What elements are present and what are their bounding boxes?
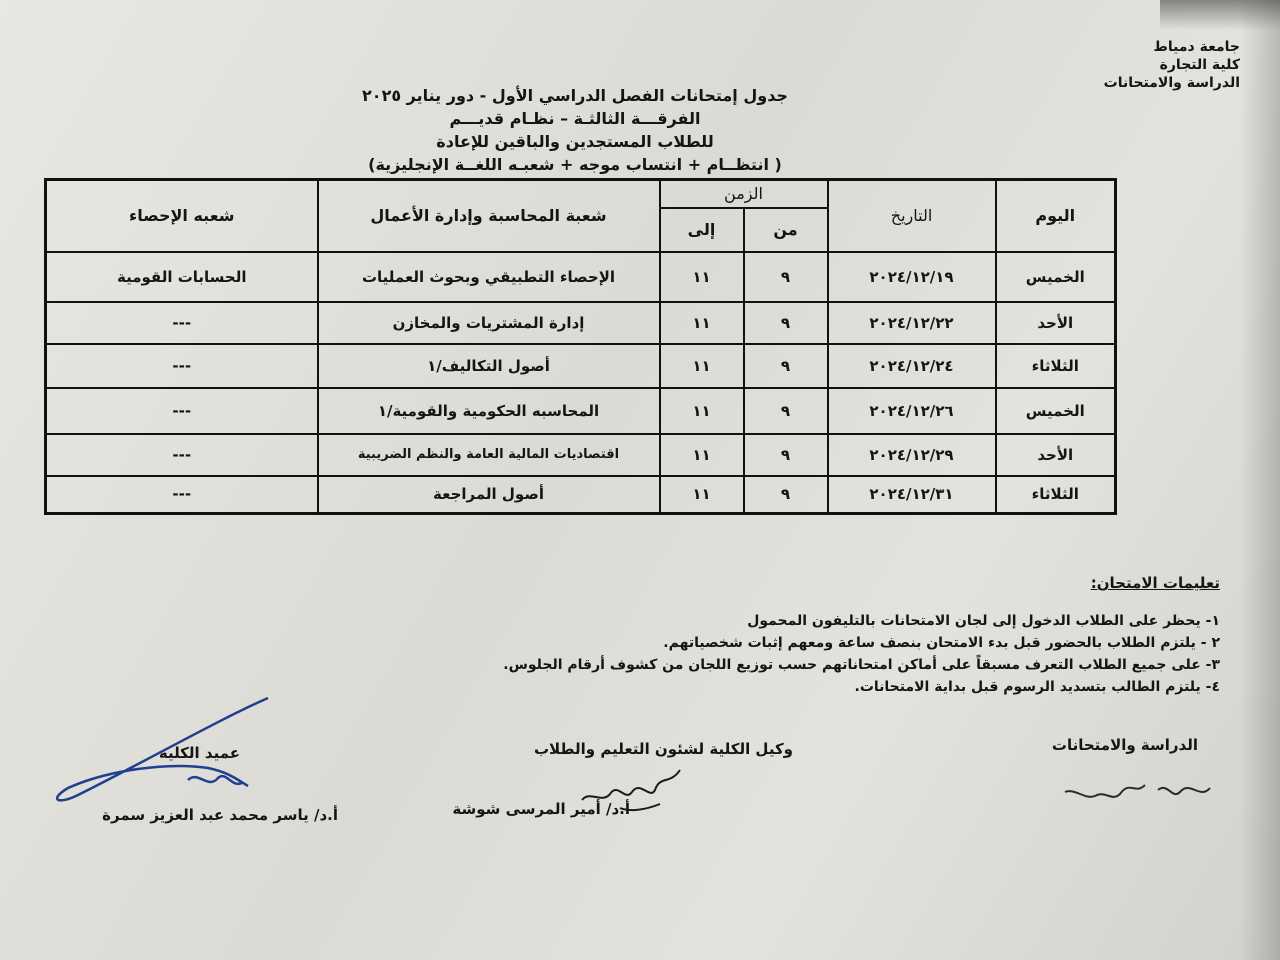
cell-from: ٩ xyxy=(744,252,828,302)
cell-to: ١١ xyxy=(660,388,744,434)
faculty-name: كلية التجارة xyxy=(1159,57,1240,73)
dean-signature xyxy=(38,690,298,820)
cell-statistics: --- xyxy=(46,388,318,434)
exams-dept-signature xyxy=(1050,770,1220,810)
cell-day: الأحد xyxy=(996,302,1116,344)
cell-from: ٩ xyxy=(744,434,828,476)
header-date: التاريخ xyxy=(828,180,996,252)
table-row xyxy=(46,344,1116,388)
instruction-item: ٢ - يلتزم الطلاب بالحضور قبل بدء الامتحان بنصف ساعة ومعهم إثبات شخصياتهم. xyxy=(663,635,1220,651)
department-name: الدراسة والامتحانات xyxy=(1103,75,1240,91)
header-statistics: شعبه الإحصاء xyxy=(46,180,318,252)
cell-accounting: المحاسبه الحكومية والقومية/١ xyxy=(318,388,660,434)
title-line-1: جدول إمتحانات الفصل الدراسي الأول - دور يناير ٢٠٢٥ xyxy=(362,86,788,105)
cell-statistics: --- xyxy=(46,344,318,388)
header-to: إلى xyxy=(660,208,744,252)
cell-date: ٢٠٢٤/١٢/٢٩ xyxy=(828,434,996,476)
dean-name: أ.د/ ياسر محمد عبد العزيز سمرة xyxy=(102,806,338,824)
vice-dean-name: أ.د/ أمير المرسى شوشة xyxy=(452,800,630,818)
cell-from: ٩ xyxy=(744,302,828,344)
cell-accounting: إدارة المشتريات والمخازن xyxy=(318,302,660,344)
cell-day: الثلاثاء xyxy=(996,344,1116,388)
page-edge-shadow xyxy=(1240,0,1280,960)
cell-to: ١١ xyxy=(660,476,744,514)
cell-date: ٢٠٢٤/١٢/٢٢ xyxy=(828,302,996,344)
cell-day: الخميس xyxy=(996,252,1116,302)
cell-accounting: أصول المراجعة xyxy=(318,476,660,514)
instructions-heading: تعليمات الامتحان: xyxy=(1090,574,1220,592)
cell-from: ٩ xyxy=(744,344,828,388)
instruction-item: ٤- يلتزم الطالب بتسديد الرسوم قبل بداية الامتحانات. xyxy=(854,679,1220,695)
cell-to: ١١ xyxy=(660,344,744,388)
cell-statistics: الحسابات القومية xyxy=(46,252,318,302)
header-from: من xyxy=(744,208,828,252)
cell-to: ١١ xyxy=(660,434,744,476)
dean-title: عميد الكلية xyxy=(158,744,240,762)
cell-from: ٩ xyxy=(744,476,828,514)
instruction-item: ٣- على جميع الطلاب التعرف مسبقاً على أماكن امتحاناتهم حسب توزيع اللجان من كشوف أرقام الجلوس. xyxy=(503,657,1220,673)
header-day: اليوم xyxy=(996,180,1116,252)
table-row xyxy=(46,476,1116,514)
table-row xyxy=(46,252,1116,302)
table-header-row xyxy=(46,180,1116,208)
table-row xyxy=(46,388,1116,434)
cell-accounting: الإحصاء التطبيقي وبحوث العمليات xyxy=(318,252,660,302)
page-corner-shadow xyxy=(1160,0,1280,30)
cell-date: ٢٠٢٤/١٢/١٩ xyxy=(828,252,996,302)
exams-dept-title: الدراسة والامتحانات xyxy=(1051,736,1198,754)
instruction-item: ١- يحظر على الطلاب الدخول إلى لجان الامتحانات بالتليفون المحمول xyxy=(747,613,1220,629)
cell-accounting: اقتصاديات المالية العامة والنظم الضريبية xyxy=(318,434,660,476)
exam-schedule-table xyxy=(44,178,1117,515)
cell-statistics: --- xyxy=(46,434,318,476)
exam-instructions xyxy=(460,572,1220,698)
cell-accounting: أصول التكاليف/١ xyxy=(318,344,660,388)
header-accounting: شعبة المحاسبة وإدارة الأعمال xyxy=(318,180,660,252)
institution-header xyxy=(1104,38,1240,92)
vice-dean-title: وكيل الكلية لشئون التعليم والطلاب xyxy=(533,740,793,758)
title-line-3: للطلاب المستجدين والباقين للإعادة xyxy=(436,132,714,151)
document-title xyxy=(330,84,820,176)
cell-statistics: --- xyxy=(46,476,318,514)
university-name: جامعة دمياط xyxy=(1153,39,1240,55)
cell-to: ١١ xyxy=(660,302,744,344)
table-row xyxy=(46,302,1116,344)
title-line-4: ( انتظــام + انتساب موجه + شعبـه اللغــة الإنجليزية) xyxy=(368,155,782,174)
cell-to: ١١ xyxy=(660,252,744,302)
cell-day: الثلاثاء xyxy=(996,476,1116,514)
cell-date: ٢٠٢٤/١٢/٢٦ xyxy=(828,388,996,434)
cell-date: ٢٠٢٤/١٢/٣١ xyxy=(828,476,996,514)
cell-day: الخميس xyxy=(996,388,1116,434)
header-time: الزمن xyxy=(660,180,828,208)
cell-date: ٢٠٢٤/١٢/٢٤ xyxy=(828,344,996,388)
cell-statistics: --- xyxy=(46,302,318,344)
title-line-2: الفرقـــة الثالثـة – نظـام قديـــم xyxy=(449,109,701,128)
cell-from: ٩ xyxy=(744,388,828,434)
cell-day: الأحد xyxy=(996,434,1116,476)
table-row xyxy=(46,434,1116,476)
